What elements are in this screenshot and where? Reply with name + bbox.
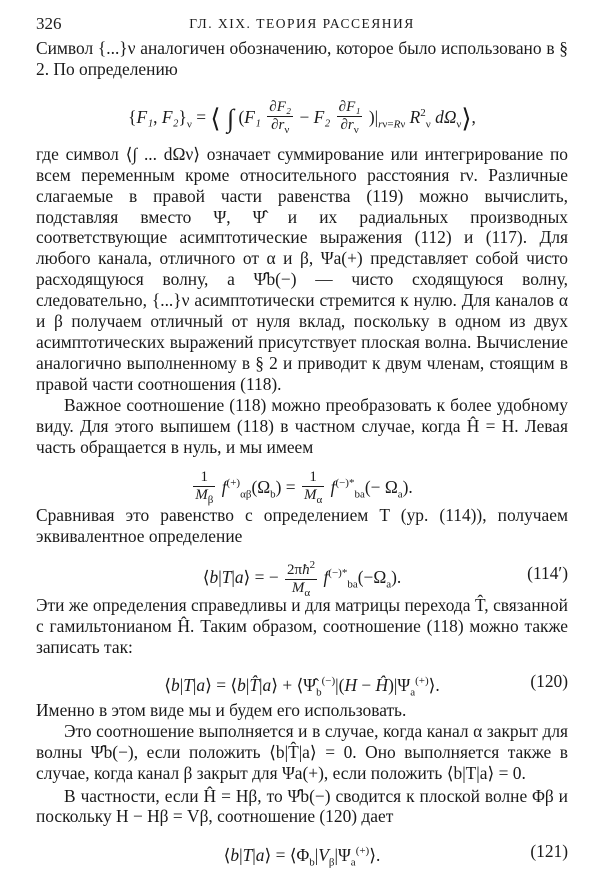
paragraph: Это соотношение выполняется и в случае, когда канал α закрыт для волны Ψ̂b(−), если положить ⟨b|T̂|a⟩ = 0. Оно выполняется также в случае, когда канал β закрыт для Ψa(+), если положить ⟨b|T|a⟩ = 0.: [36, 720, 568, 783]
formula-121: [36, 833, 568, 869]
paragraph: Важное соотношение (118) можно преобразовать к более удобному виду. Для этого выпишем (118) в частном случае, когда Ĥ = H. Левая часть обращается в нуль, и мы имеем: [36, 394, 568, 457]
paragraph: Эти же определения справедливы и для матрицы перехода T̂, связанной с гамильтонианом Ĥ. Таким образом, соотношение (118) можно также записать так:: [36, 595, 568, 658]
equation-number: (120): [530, 670, 568, 691]
formula-119-definition: [36, 86, 568, 140]
equation-number: (121): [530, 841, 568, 862]
paragraph: Символ {...}ν аналогичен обозначению, которое было использовано в § 2. По определению: [36, 38, 568, 79]
formula-reciprocity: [36, 461, 568, 505]
paragraph: Сравнивая это равенство с определением T (ур. (114)), получаем эквивалентное определение: [36, 505, 568, 547]
running-header: [36, 14, 568, 38]
formula-text: ⟨b|T|a⟩ = − $\frac{2\pi ħ^2}{M_\alpha}$ $f^{(-)*}_{ba}(-\Omega_a)$.: [202, 558, 402, 599]
formula-120: [36, 662, 568, 700]
formula-text: ⟨b|T|a⟩ = ⟨b|T̂|a⟩ + $⟨\Psî_b^{(-)}|(H$ − $Ĥ)|\Psi_a^{(+)}⟩$.: [164, 674, 440, 699]
formula-114-prime: [36, 551, 568, 599]
paragraph: где символ ⟨∫ ... dΩν⟩ означает суммирование или интегрирование по всем переменным кроме относительного расстояния rν. Различные слагаемые в правой части равенства (119) можно вычислить, подставляя вместо Ψ, Ψ̂ и их радиальных производных соответствующие асимптотические выражения (112) и (117). Для любого канала, отличного от α и β, Ψa(+) представляет собой чисто расходящуюся волну, а Ψ̂b(−) — чисто сходящуюся волну, следовательно, {...}ν асимптотически стремится к нулю. Для каналов α и β получаем отличный от нуля вклад, поскольку в одном из двух асимптотических выражений присутствует плоская волна. Вычисление аналогично выполненному в § 2 и приводит к двум членам, стоящим в правой части соотношения (118).: [36, 143, 568, 394]
paragraph: Именно в этом виде мы и будем его использовать.: [36, 699, 407, 720]
formula-text: $\frac{1}{M_\beta}$ $f^{(+)}_{\alpha\beta}(\Omega_b)$ = $\frac{1}{M_\alpha}$ $f^{(-)*}_{ba}(- \Omega_a)$.: [195, 469, 413, 507]
page-number: 326: [36, 14, 62, 33]
page: [36, 14, 568, 869]
formula-text: {F₁, $F_2\}_\nu$ = ⟨ ∫ (F₁ $\frac{\text{∂F₂}}{\partial r_\nu}$ − F₂ $\frac{\text{∂F₁}}{\partial r_\nu}$ )$|_{r\nu=R\nu}$ $R^2_\nu$ $d\Omega_\nu⟩$,: [128, 98, 476, 136]
formula-text: ⟨b|T|a⟩ = $⟨\Phi_b|V_\beta|\Psi_a^{(+)}⟩$.: [223, 845, 381, 869]
paragraph: В частности, если Ĥ = Hβ, то Ψ̂b(−) сводится к плоской волне Φβ и поскольку H − Hβ = Vβ, соотношение (120) дает: [36, 785, 568, 827]
equation-number: (114′): [527, 563, 568, 584]
running-title: ГЛ. XIX. ТЕОРИЯ РАССЕЯНИЯ: [189, 16, 415, 31]
